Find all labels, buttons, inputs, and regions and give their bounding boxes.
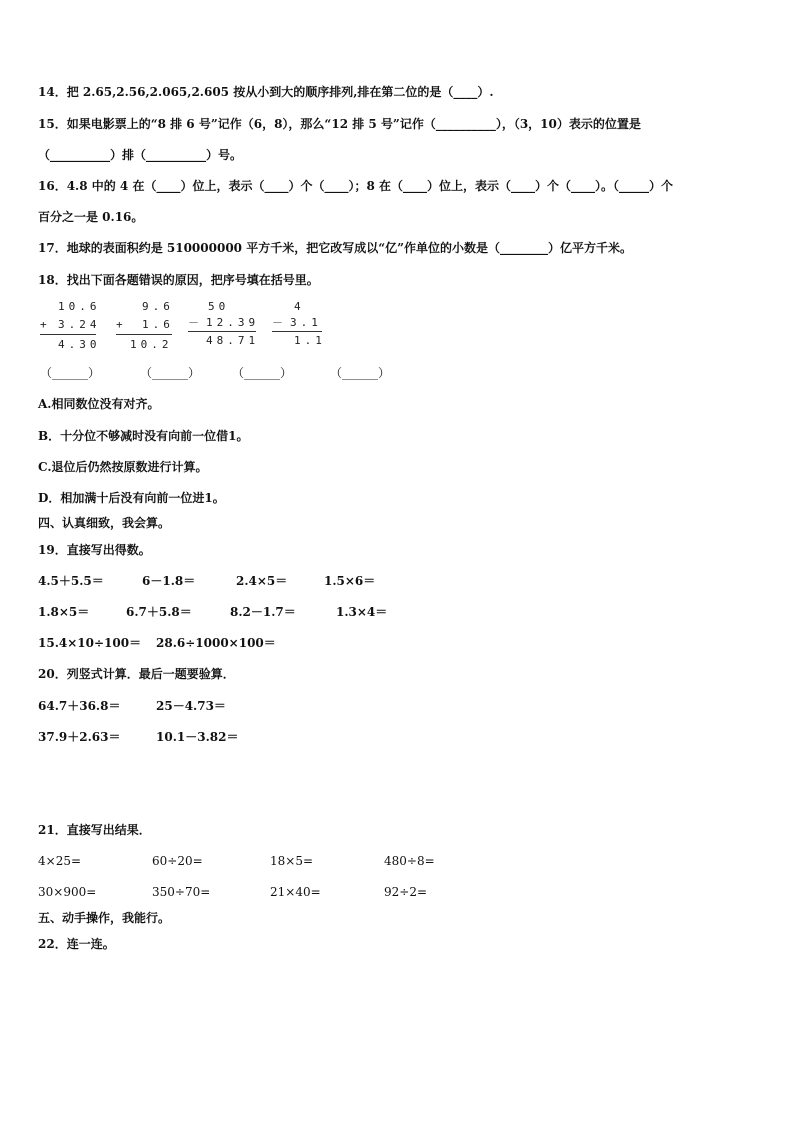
vcalc-4-rule [272, 331, 322, 332]
q20-item: 64.7＋36.8＝ [38, 699, 121, 713]
q19-item: 15.4×10÷100＝ [38, 636, 142, 650]
q21-item: 21×40= [270, 885, 321, 899]
vcalc-4-bottom: 3.1 [290, 316, 322, 329]
option-b: B．十分位不够减时没有向前一位借1。 [38, 429, 249, 443]
q21-item: 4×25= [38, 854, 82, 868]
vcalc-3-op: － [188, 316, 203, 329]
question-17: 17．地球的表面积约是 510000000 平方千米，把它改写成以“亿”作单位的小数是（________）亿平方千米。 [38, 241, 633, 255]
q19-item: 6.7＋5.8＝ [126, 605, 192, 619]
q18-blank-3[interactable]: （______） [232, 366, 293, 380]
option-d: D．相加满十后没有向前一位进1。 [38, 491, 225, 505]
vcalc-2-result: 10.2 [130, 338, 173, 351]
vcalc-1-rule [40, 334, 96, 335]
question-16-line1: 16．4.8 中的 4 在（____）位上，表示（____）个（____）；8 在（____）位上，表示（____）个（____）。（_____）个 [38, 179, 673, 193]
question-14: 14．把 2.65,2.56,2.065,2.605 按从小到大的顺序排列,排在第二位的是（____）. [38, 85, 494, 99]
vcalc-1-bottom: 3.24 [58, 318, 101, 331]
vcalc-1-op: + [40, 318, 51, 331]
vcalc-4-result: 1.1 [294, 334, 326, 347]
question-16-line2: 百分之一是 0.16。 [38, 210, 144, 224]
q18-blank-1[interactable]: （______） [40, 366, 101, 380]
q19-item: 1.8×5＝ [38, 605, 90, 619]
q19-item: 28.6÷1000×100＝ [156, 636, 276, 650]
question-21: 21．直接写出结果． [38, 823, 151, 837]
question-18: 18．找出下面各题错误的原因，把序号填在括号里。 [38, 273, 319, 287]
question-15-line1: 15．如果电影票上的“8 排 6 号”记作（6，8），那么“12 排 5 号”记作（__________），（3，10）表示的位置是 [38, 117, 641, 131]
vcalc-1-result: 4.30 [58, 338, 101, 351]
q21-item: 480÷8= [384, 854, 435, 868]
vcalc-3-result: 48.71 [206, 334, 260, 347]
section-4-heading: 四、认真细致，我会算。 [38, 516, 171, 530]
q19-item: 2.4×5＝ [236, 574, 288, 588]
q20-item: 37.9＋2.63＝ [38, 730, 121, 744]
vcalc-2-bottom: 1.6 [142, 318, 174, 331]
q18-blank-4[interactable]: （______） [330, 366, 391, 380]
q21-item: 30×900= [38, 885, 97, 899]
q21-item: 350÷70= [152, 885, 211, 899]
vcalc-2-top: 9.6 [142, 300, 174, 313]
option-c: C.退位后仍然按原数进行计算。 [38, 460, 208, 474]
q20-item: 25－4.73＝ [156, 699, 226, 713]
vcalc-4-top: 4 [294, 300, 305, 313]
vcalc-2-rule [116, 334, 172, 335]
section-5-heading: 五、动手操作，我能行。 [38, 911, 171, 925]
option-a: A.相同数位没有对齐。 [38, 397, 160, 411]
question-19: 19．直接写出得数。 [38, 543, 151, 557]
q19-item: 4.5＋5.5＝ [38, 574, 104, 588]
vcalc-3-top: 50 [208, 300, 230, 313]
question-22: 22．连一连。 [38, 937, 115, 951]
vcalc-3-rule [188, 331, 256, 332]
q19-item: 1.3×4＝ [336, 605, 388, 619]
q20-item: 10.1－3.82＝ [156, 730, 239, 744]
q21-item: 92÷2= [384, 885, 428, 899]
vcalc-2-op: + [116, 318, 127, 331]
vcalc-4-op: － [272, 316, 287, 329]
q21-item: 18×5= [270, 854, 314, 868]
vcalc-1-top: 10.6 [58, 300, 101, 313]
question-15-line2: （__________）排（__________）号。 [38, 148, 243, 162]
q19-item: 6－1.8＝ [142, 574, 196, 588]
vcalc-3-bottom: 12.39 [206, 316, 260, 329]
q19-item: 1.5×6＝ [324, 574, 376, 588]
q18-blank-2[interactable]: （______） [140, 366, 201, 380]
q19-item: 8.2－1.7＝ [230, 605, 296, 619]
q21-item: 60÷20= [152, 854, 203, 868]
question-20: 20．列竖式计算．最后一题要验算． [38, 667, 235, 681]
